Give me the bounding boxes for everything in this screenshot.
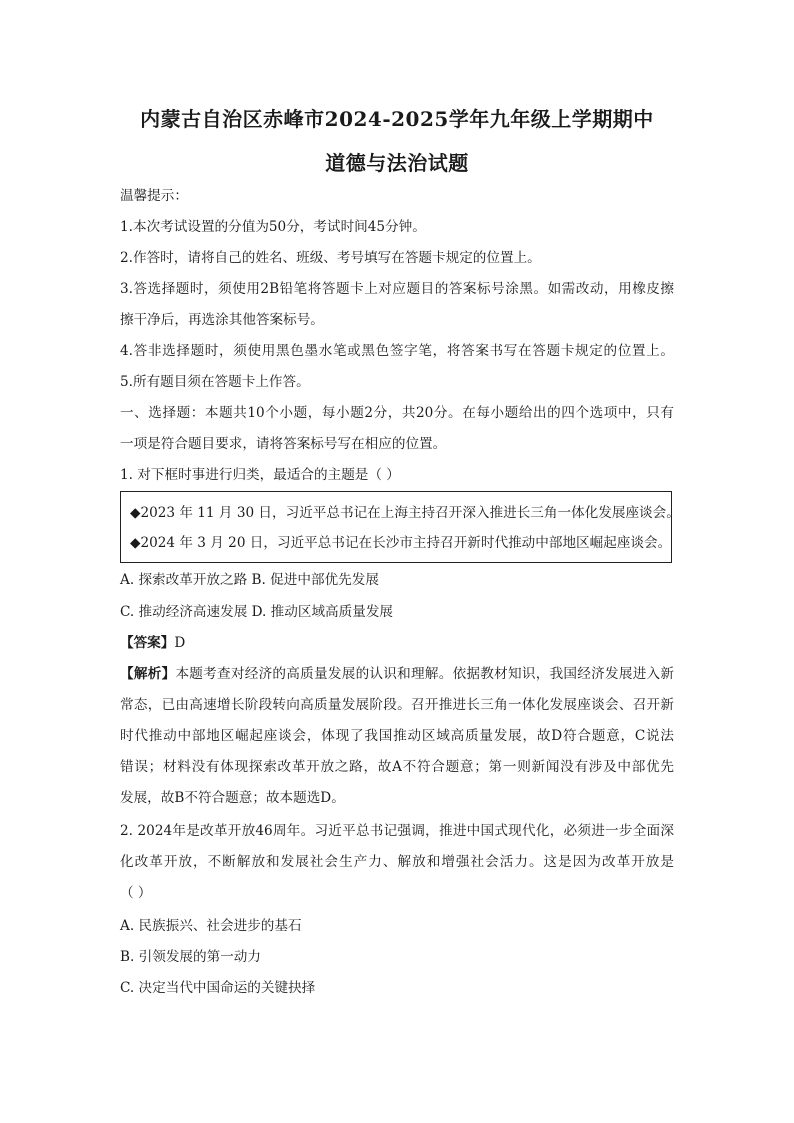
notice-item-5: 5.所有题目须在答题卡上作答。 bbox=[120, 374, 310, 390]
exam-title: 内蒙古自治区赤峰市2024-2025学年九年级上学期期中 bbox=[140, 107, 654, 131]
q2-option-b: B. 引领发展的第一动力 bbox=[120, 949, 261, 965]
q1-analysis-line-5: 发展，故B不符合题意；故本题选D。 bbox=[120, 790, 345, 806]
q1-news-item-2: ◆2024 年 3 月 20 日，习近平总书记在长沙市主持召开新时代推动中部地区崛起座谈会。 bbox=[130, 535, 672, 551]
notice-item-1: 1.本次考试设置的分值为50分，考试时间45分钟。 bbox=[120, 219, 426, 235]
q1-analysis-line-1: 【解析】本题考查对经济的高质量发展的认识和理解。依据教材知识，我国经济发展进入新 bbox=[120, 666, 675, 682]
q1-options-ab: A. 探索改革开放之路 B. 促进中部优先发展 bbox=[120, 572, 379, 588]
q1-stem: 1. 对下框时事进行归类，最适合的主题是（ ） bbox=[120, 467, 400, 483]
notice-item-3-cont: 擦干净后，再选涂其他答案标号。 bbox=[120, 312, 324, 328]
section-heading-cont: 一项是符合题目要求，请将答案标号写在相应的位置。 bbox=[120, 436, 447, 452]
q2-option-a: A. 民族振兴、社会进步的基石 bbox=[120, 918, 302, 934]
q1-news-item-1: ◆2023 年 11 月 30 日，习近平总书记在上海主持召开深入推进长三角一体化发展座谈会。 bbox=[130, 505, 680, 521]
notice-item-4: 4.答非选择题时，须使用黑色墨水笔或黑色签字笔，将答案书写在答题卡规定的位置上。 bbox=[120, 343, 674, 359]
notice-heading: 温馨提示： bbox=[120, 188, 188, 204]
q2-option-c: C. 决定当代中国命运的关键抉择 bbox=[120, 980, 316, 996]
answer-value: D bbox=[174, 635, 186, 651]
exam-subject-title: 道德与法治试题 bbox=[325, 151, 469, 175]
section-heading: 一、选择题：本题共10个小题，每小题2分，共20分。在每小题给出的四个选项中，只有 bbox=[120, 405, 674, 421]
q2-stem-line-1: 2. 2024年是改革开放46周年。习近平总书记强调，推进中国式现代化，必须进一步全面深 bbox=[120, 823, 674, 839]
answer-label: 【答案】 bbox=[120, 635, 175, 651]
notice-item-2: 2.作答时，请将自己的姓名、班级、考号填写在答题卡规定的位置上。 bbox=[120, 250, 541, 266]
q1-analysis-line-3: 时代推动中部地区崛起座谈会，体现了我国推动区域高质量发展，故D符合题意，C说法 bbox=[120, 728, 674, 744]
q1-analysis-line-2: 常态，已由高速增长阶段转向高质量发展阶段。召开推进长三角一体化发展座谈会、召开新 bbox=[120, 697, 674, 713]
q1-answer bbox=[120, 634, 185, 652]
q1-news-box bbox=[120, 491, 680, 563]
analysis-label: 【解析】 bbox=[120, 666, 176, 682]
notice-item-3: 3.答选择题时，须使用2B铅笔将答题卡上对应题目的答案标号涂黑。如需改动，用橡皮擦 bbox=[120, 281, 674, 297]
q1-options-cd: C. 推动经济高速发展 D. 推动区域高质量发展 bbox=[120, 604, 394, 620]
q2-stem-line-3: （ ） bbox=[120, 885, 152, 901]
q1-analysis-line-4: 错误；材料没有体现探索改革开放之路，故A不符合题意；第一则新闻没有涉及中部优先 bbox=[120, 759, 674, 775]
q2-stem-line-2: 化改革开放，不断解放和发展社会生产力、解放和增强社会活力。这是因为改革开放是 bbox=[120, 854, 674, 870]
